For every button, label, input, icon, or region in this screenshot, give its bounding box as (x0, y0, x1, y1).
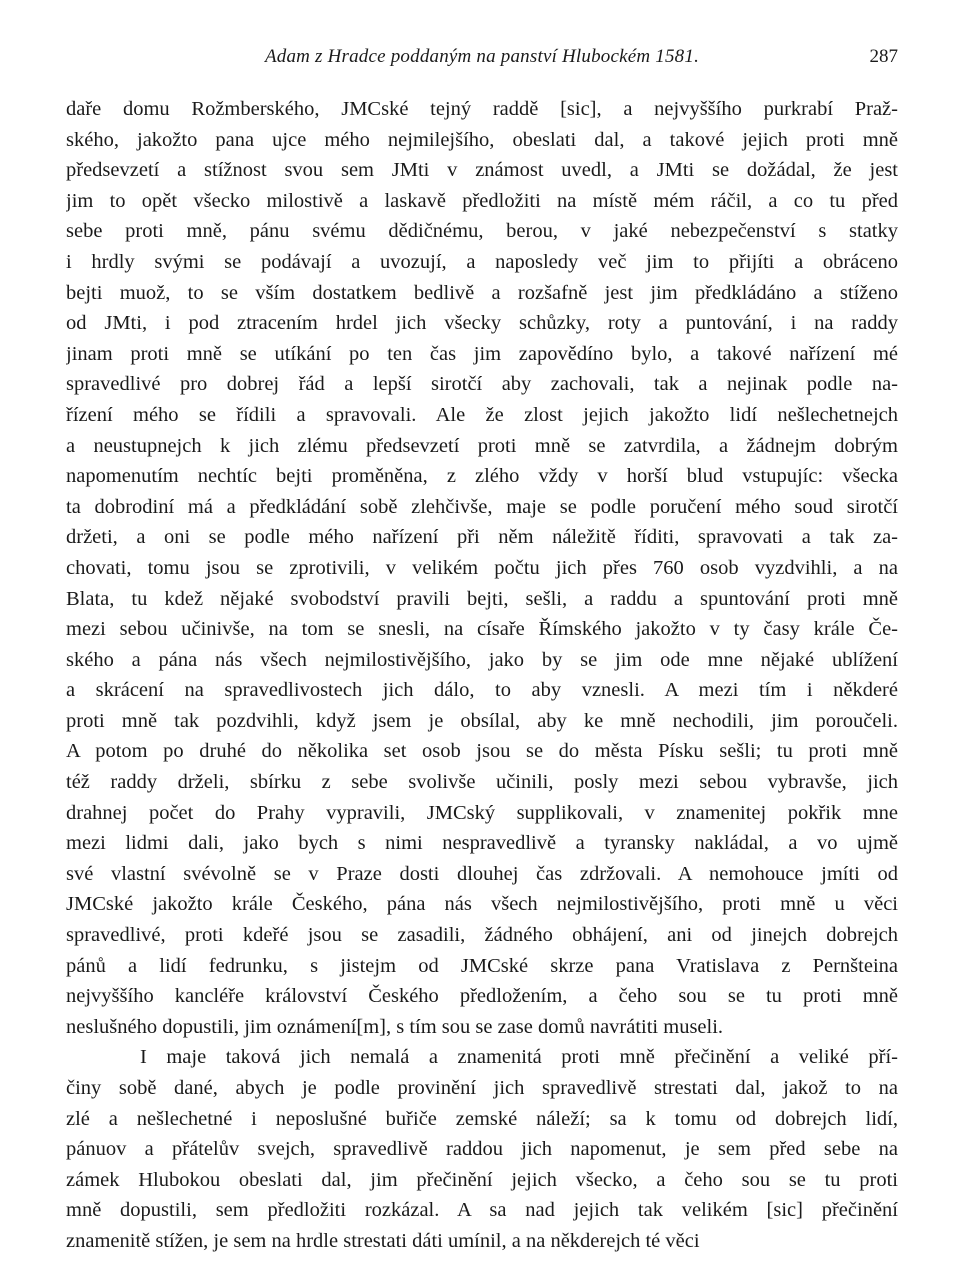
running-title: Adam z Hradce poddaným na panství Hlubockém 1581. (264, 46, 700, 67)
text-line: i hrdly svými se podávají a uvozují, a naposledy več jim to přijíti a obráceno (66, 250, 898, 273)
paragraph (66, 94, 898, 1042)
text-line: pánů a lidí fedrunku, s jistejm od JMCské skrze pana Vratislava z Pernšteina (66, 954, 898, 977)
text-line: znamenitě stížen, je sem na hrdle strestati dáti umínil, a na někderejch té věci (66, 1229, 700, 1252)
text-line: jim to opět všecko milostivě a laskavě předložiti na místě mém ráčil, a co tu před (66, 189, 898, 212)
text-line: ta dobrodiní má a předkládání sobě zlehčivše, maje se podle poručení mého soud sirotčí (66, 495, 898, 518)
text-line: mezi sebou učinivše, na tom se snesli, na císaře Římského jakožto v ty časy krále Če- (66, 618, 898, 641)
text-line: držeti, a oni se podle mého nařízení při něm náležitě říditi, spravovati a tak za- (66, 526, 898, 549)
text-line: proti mně tak pozdvihli, když jsem je obsílal, aby ke mně nechodili, jim poroučeli. (66, 709, 898, 732)
text-line: činy sobě dané, abych je podle provinění jich spravedlivě strestati dal, jakož to na (66, 1077, 898, 1099)
text-line: též raddy drželi, sbírku z sebe svolivše učinili, posly mezi sebou vybravše, jich (66, 771, 898, 794)
text-line: nejvyššího kancléře království Českého předložením, a čeho sou se tu proti mně (66, 985, 898, 1008)
running-header (66, 46, 898, 74)
text-line: daře domu Rožmberského, JMCské tejný raddě [sic], a nejvyššího purkrabí Praž- (66, 98, 898, 120)
text-line: neslušného dopustili, jim oznámení[m], s tím sou se zase domů navrátiti museli. (66, 1015, 724, 1038)
text-line: od JMti, i pod ztracením hrdel jich všecky schůzky, roty a puntování, i na raddy (66, 312, 898, 335)
text-line: JMCské jakožto krále Českého, pána nás všech nejmilostivějšího, proti mně u věci (66, 893, 898, 916)
text-line: mně dopustili, sem předložiti rozkázal. A sa nad jejich tak velikém [sic] přečinění (66, 1199, 898, 1222)
text-line: řízení mého se řídili a spravovali. Ale že zlost jejich jakožto lidí nešlechetnejch (66, 403, 898, 426)
text-line: napomenutím nechtíc bejti proměněna, z zlého vždy v horší blud vstupujíc: všecka (66, 465, 898, 488)
text-line: bejti muož, to se vším dostatkem bedlivě a rozšafně jest jim předkládáno a stíženo (66, 281, 898, 304)
text-line: spravedlivé pro dobrej řád a lepší sirotčí aby zachovali, tak a nejinak podle na- (66, 373, 898, 396)
body-text (66, 94, 898, 1257)
text-line: drahnej počet do Prahy vypravili, JMCský supplikovali, v znamenitej pokřik mne (66, 801, 898, 824)
text-line: Blata, tu kdež nějaké svobodství pravili bejti, sešli, a raddu a spuntování proti mně (66, 587, 898, 610)
text-line: mezi lidmi dali, jako bych s nimi nespravedlivě a tyransky nakládal, a vo ujmě (66, 832, 898, 855)
text-line: předsevzetí a stížnost svou sem JMti v známost uvedl, a JMti se dožádal, že jest (66, 159, 898, 182)
text-line: zlé a nešlechetné i neposlušné buřiče zemské náleží; sa k tomu od dobrejch lidí, (66, 1107, 898, 1130)
text-line: ského, jakožto pana ujce mého nejmilejšího, obeslati dal, a takové jejich proti mně (66, 128, 898, 151)
text-line: spravedlivé, proti kdeřé jsou se zasadili, žádného obhájení, ani od jinejch dobrejch (66, 924, 898, 947)
text-line: A potom po druhé do několika set osob jsou se do města Písku sešli; tu proti mně (66, 740, 898, 763)
text-line: pánuov a přátelův svejch, spravedlivě raddou jich napomenut, je sem před sebe na (66, 1138, 898, 1161)
text-line: své vlastní svévolně se v Praze dosti dlouhej čas zdržovali. A nemohouce jmíti od (66, 862, 898, 885)
text-line: zámek Hlubokou obeslati dal, jim přečinění jejich všecko, a čeho sou se tu proti (66, 1168, 898, 1191)
page-number: 287 (869, 46, 898, 67)
text-line: jinam proti mně se utíkání po ten čas jim zapovědíno bylo, a takové nařízení mé (66, 342, 898, 365)
text-line: chovati, tomu jsou se zprotivili, v velikém počtu jich přes 760 osob vyzdvihli, a na (66, 556, 898, 579)
text-line: a neustupnejch k jich zlému předsevzetí proti mně se zatvrdila, a žádnejm dobrým (66, 434, 898, 457)
text-line: sebe proti mně, pánu svému dědičnému, berou, v jaké nebezpečenství s statky (66, 220, 898, 243)
text-line: a skrácení na spravedlivostech jich dálo, to aby vznesli. A mezi tím i někderé (66, 679, 898, 702)
paragraph (66, 1042, 898, 1256)
text-line: ského a pána nás všech nejmilostivějšího, jako by se jim ode mne nějaké ublížení (66, 648, 898, 671)
text-line: I maje taková jich nemalá a znamenitá proti mně přečinění a veliké pří- (140, 1046, 898, 1069)
